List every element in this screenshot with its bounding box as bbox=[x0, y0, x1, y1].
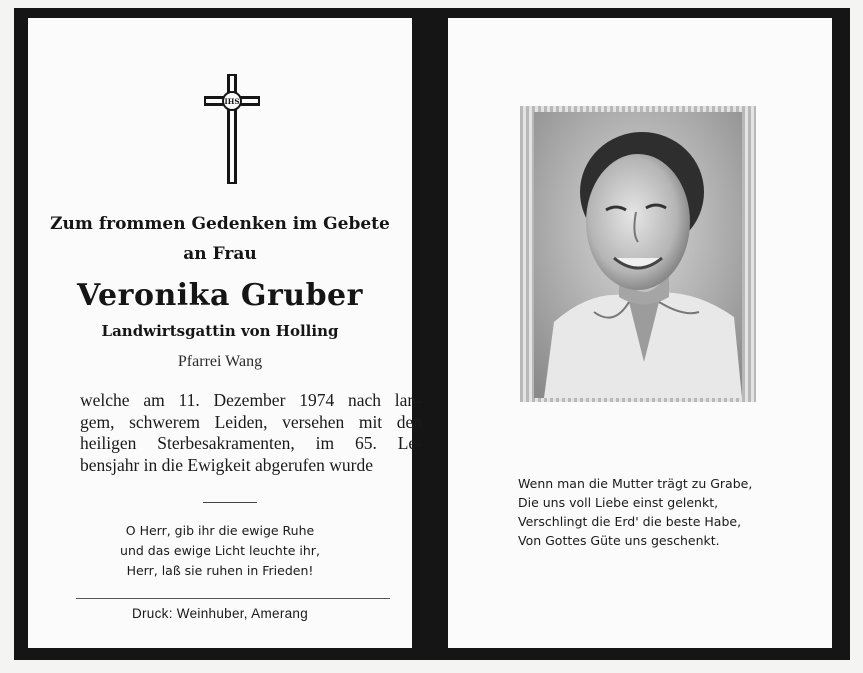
poem-line: Die uns voll Liebe einst gelenkt, bbox=[518, 495, 719, 510]
deceased-name: Veronika Gruber bbox=[77, 278, 363, 313]
prayer-line: Herr, laß sie ruhen in Frieden! bbox=[126, 563, 314, 578]
left-panel bbox=[28, 18, 422, 648]
footer-divider bbox=[76, 598, 390, 599]
poem-line: Verschlingt die Erd' die beste Habe, bbox=[518, 514, 742, 529]
death-notice-text bbox=[80, 390, 422, 476]
heading: Zum frommen Gedenken im Gebete bbox=[50, 214, 390, 234]
death-notice-line: gem, schwerem Leiden, versehen mit den bbox=[80, 411, 422, 432]
addressee: an Frau bbox=[183, 244, 257, 264]
svg-text:IHS: IHS bbox=[224, 97, 240, 106]
right-panel bbox=[448, 18, 832, 648]
prayer-line: und das ewige Licht leuchte ihr, bbox=[120, 543, 320, 558]
memorial-card bbox=[14, 8, 850, 660]
occupation: Landwirtsgattin von Holling bbox=[101, 322, 339, 340]
death-notice-line: welche am 11. Dezember 1974 nach lan- bbox=[80, 390, 422, 410]
prayer-line: O Herr, gib ihr die ewige Ruhe bbox=[125, 523, 315, 538]
death-notice-line: heiligen Sterbesakramenten, im 65. Le- bbox=[80, 433, 422, 453]
memorial-poem bbox=[518, 474, 752, 550]
poem-line: Von Gottes Güte uns geschenkt. bbox=[518, 533, 720, 548]
divider bbox=[203, 502, 257, 503]
printer-credit: Druck: Weinhuber, Amerang bbox=[131, 606, 309, 621]
prayer bbox=[28, 521, 412, 581]
poem-line: Wenn man die Mutter trägt zu Grabe, bbox=[518, 476, 753, 491]
portrait-photo bbox=[520, 106, 756, 402]
death-notice-line: bensjahr in die Ewigkeit abgerufen wurde bbox=[80, 454, 374, 475]
cross-ihs-icon bbox=[204, 74, 260, 184]
portrait-image bbox=[534, 112, 742, 398]
parish: Pfarrei Wang bbox=[177, 353, 263, 370]
